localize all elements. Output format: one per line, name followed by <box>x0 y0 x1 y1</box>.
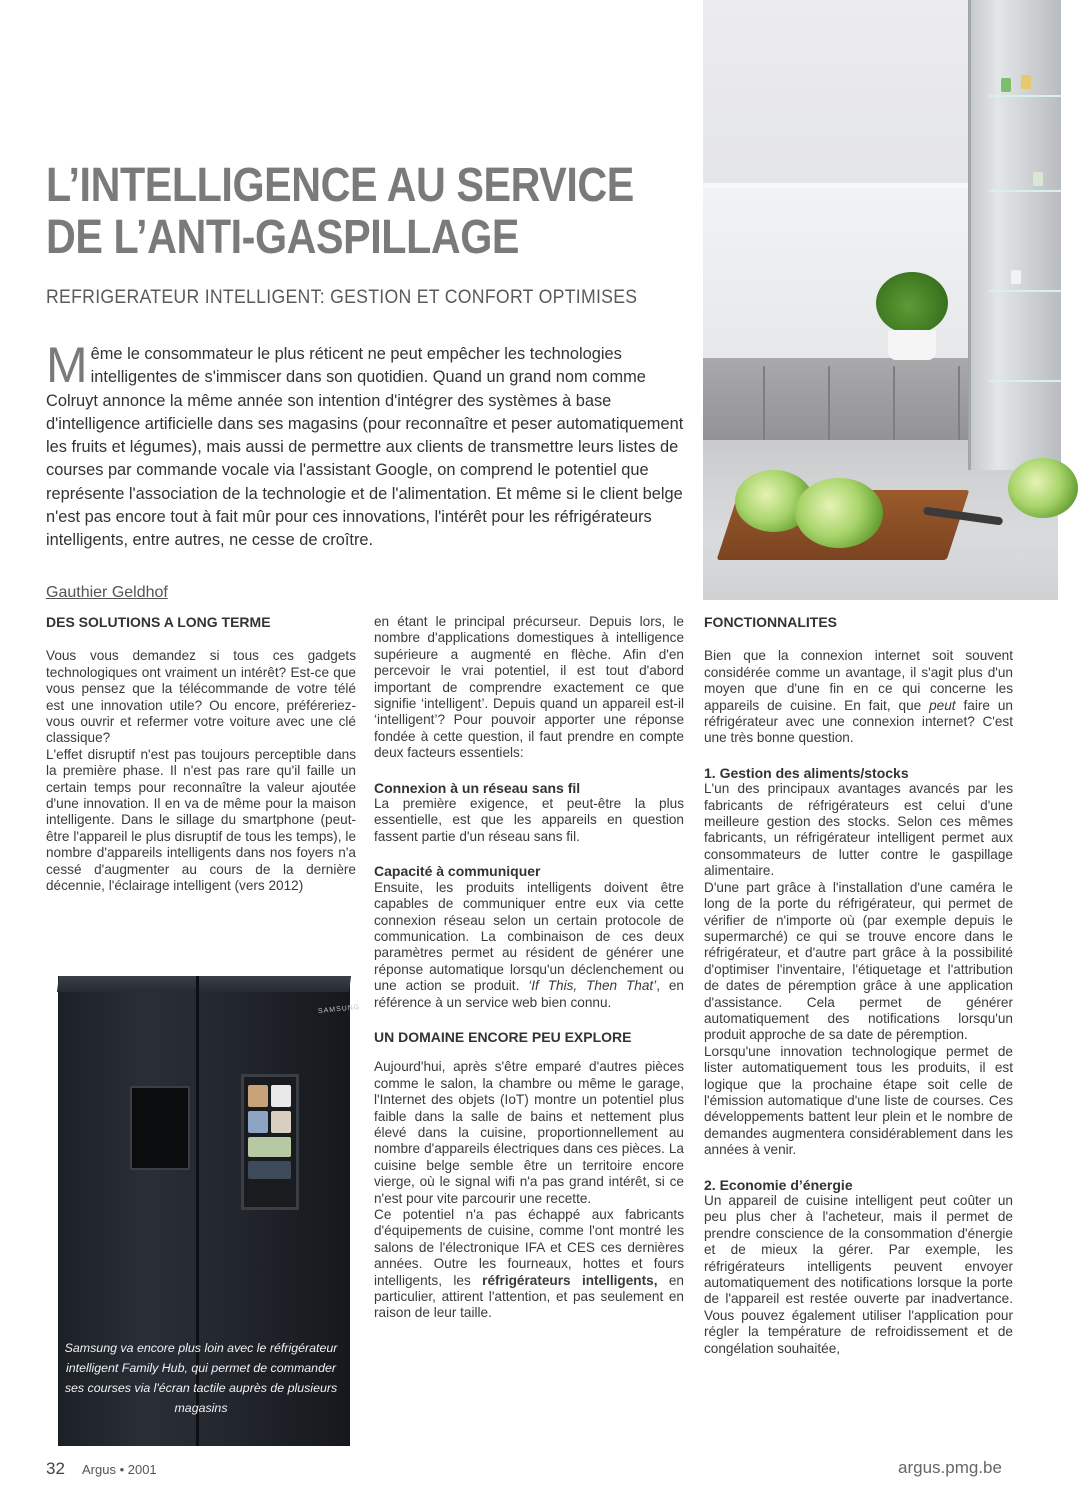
image-caption: Samsung va encore plus loin avec le réfrigérateur intelligent Family Hub, qui permet de commander ses courses via l'écran tactile auprès de plusieurs magasins <box>64 1341 338 1415</box>
intro-paragraph <box>46 337 686 553</box>
wall-cabinet <box>703 0 973 187</box>
paragraph: L'effet disruptif n'est pas toujours perceptible dans la première phase. Il n'est pas rare qu'il faille un certain temps pour reconnaître la valeur ajoutée d'une innovation. Il en va de même pour la maison intelligente. Dans le sillage du smartphone (peut-être l'appareil le plus disruptif de tous les temps), le nombre d'appareils intelligents dans nos foyers n'a cessé d'augmenter au cours de la dernière décennie, l'éclairage intelligent (vers 2012) <box>46 746 356 894</box>
page-number: 32 <box>46 1459 65 1478</box>
column-3 <box>704 614 1013 1357</box>
open-fridge <box>968 0 1061 470</box>
section-heading: FONCTIONNALITES <box>704 614 837 630</box>
paragraph: Ce potentiel n'a pas échappé aux fabricants d'équipements de cuisine, comme l'ont montré les salons de l'électronique IFA et CES ces dernières années. Outre les fourneaux, hottes et fours intelligents, les réfrigérateurs intelligents, en particulier, attirent l'attention, et pas seulement en raison de leur taille. <box>374 1207 684 1321</box>
backsplash <box>703 188 983 358</box>
paragraph: en étant le principal précurseur. Depuis lors, le nombre d'applications domestiques à intelligence supérieure a augmenté en flèche. Afin d'en percevoir le vrai potentiel, il est tout d'abord important de comprendre exactement ce que signifie ‘intelligent’. Depuis quand un appareil est-il ‘intelligent’? Pour pouvoir apporter une réponse fondée à cette question, il faut prendre en compte deux facteurs essentiels: <box>374 614 684 761</box>
subheading: 1. Gestion des aliments/stocks <box>704 764 909 781</box>
fridge-brand-label: SAMSUNG <box>317 1003 361 1016</box>
intro-text: ême le consommateur le plus réticent ne peut empêcher les technologies intelligentes de s'immiscer dans son quotidien. Quand un grand nom comme Colruyt annonce la même année son intention d'intégrer des systèmes à base d'intelligence artificielle dans ses magasins (pour reconnaître et peser automatiquement les fruits et légumes), mais aussi de permettre aux clients de transmettre leurs listes de courses par commande vocale via l'assistant Google, on comprend le potentiel que représente l'association de la technologie et de l'alimentation. Et même si le client belge n'est pas encore tout à fait mûr pour ces innovations, l'intérêt pour les réfrigérateurs intelligents, entre autres, ne cesse de croître. <box>46 345 684 550</box>
plant-pot <box>888 330 936 360</box>
paragraph: Lorsqu'une innovation technologique permet de lister automatiquement tous les produits, il est logique que la prochaine étape soit celle de l'émission automatique d'une liste de courses. Ces développements battent leur plein et le nombre de demandes augmentera considérablement dans les années à venir. <box>704 1043 1013 1158</box>
magazine-issue: Argus • 2001 <box>82 1462 157 1477</box>
lettuce <box>1008 458 1078 518</box>
paragraph: L'un des principaux avantages avancés par les fabricants de réfrigérateurs est celui d'une meilleure gestion des stocks. Selon ces mêmes fabricants, un réfrigérateur intelligent permet aux consommateurs de lutter contre le gaspillage alimentaire. <box>704 781 1013 879</box>
drop-cap: M <box>46 337 88 393</box>
subheading: Capacité à communiquer <box>374 863 541 880</box>
paragraph: La première exigence, et peut-être la plus essentielle, est que les appareils en question fassent partie d'un réseau sans fil. <box>374 796 684 844</box>
paragraph: Un appareil de cuisine intelligent peut coûter un peu plus cher à l'acheteur, mais il permet de prendre conscience de la consommation d'énergie et de mieux la gérer. Par exemple, les réfrigérateurs intelligents peuvent envoyer automatiquement des notifications lorsque la porte de l'appareil est restée ouverte par inadvertance. Vous pouvez également utiliser l'application pour régler la température de refroidissement et de congélation souhaitée, <box>704 1193 1013 1356</box>
article-title <box>46 159 634 264</box>
column-2 <box>374 614 684 1322</box>
herb-plant <box>876 272 948 334</box>
website-link[interactable]: argus.pmg.be <box>898 1458 1002 1477</box>
lettuce <box>795 478 883 548</box>
paragraph: D'une part grâce à l'installation d'une caméra le long de la porte du réfrigérateur, qui permet de vérifier de n'importe où (par exemple depuis le supermarché) ce qui se trouve encore dans le réfrigérateur, et d'autre part grâce à la possibilité d'optimiser l'inventaire, l'étiquetage et l'attribution de dates de péremption grâce à une application d'assistance. Cela permet de générer automatiquement des notifications lorsqu'un produit approche de sa date de péremption. <box>704 879 1013 1043</box>
paragraph: Bien que la connexion internet soit souvent considérée comme un avantage, il s'agit plus d'un moyen que d'une fin en ce qui concerne les appareils de cuisine. En fait, que peut faire un réfrigérateur avec une connexion internet? C'est une très bonne question. <box>704 648 1013 746</box>
title-line: L’INTELLIGENCE AU SERVICE <box>46 159 634 212</box>
subheading: Connexion à un réseau sans fil <box>374 779 581 796</box>
water-dispenser <box>130 1086 190 1170</box>
section-heading: UN DOMAINE ENCORE PEU EXPLORE <box>374 1028 632 1045</box>
paragraph: Ensuite, les produits intelligents doivent être capables de communiquer entre eux via cette connexion réseau selon un certain protocole de communication. La combinaison de ces deux paramètres permet au résident de générer une réponse automatique lorsqu'un déclenchement ou une action se produit. ‘If This, Then That’, en référence à un service web bien connu. <box>374 879 684 1010</box>
paragraph: Aujourd'hui, après s'être emparé d'autres pièces comme le salon, la chambre ou même le garage, l'Internet des objets (IoT) montre un potentiel plus faible dans la salle de bains et nettement plus élevé dans la cuisine, proportionnellement au nombre d'appareils électriques dans ces pièces. La cuisine belge semble être un territoire encore vierge, où le signal wifi n'a pas grand intérêt, si ce n'est pour vite parcourir une recette. <box>374 1059 684 1206</box>
subheading: 2. Economie d’énergie <box>704 1176 853 1193</box>
column-1 <box>46 614 356 895</box>
author-byline[interactable]: Gauthier Geldhof <box>46 584 168 601</box>
section-heading: DES SOLUTIONS A LONG TERME <box>46 614 271 630</box>
article-subtitle: REFRIGERATEUR INTELLIGENT: GESTION ET CONFORT OPTIMISES <box>46 287 638 308</box>
title-line: DE L’ANTI-GASPILLAGE <box>46 211 520 264</box>
family-hub-screen <box>241 1074 299 1210</box>
kitchen-photo <box>703 0 1058 600</box>
paragraph: Vous vous demandez si tous ces gadgets technologiques ont vraiment un intérêt? Est-ce que vous pensez que la télécommande de votre télé est une innovation utile? Ou encore, préféreriez-vous ouvrir et refermer votre voiture avec une clé classique? <box>46 648 356 746</box>
